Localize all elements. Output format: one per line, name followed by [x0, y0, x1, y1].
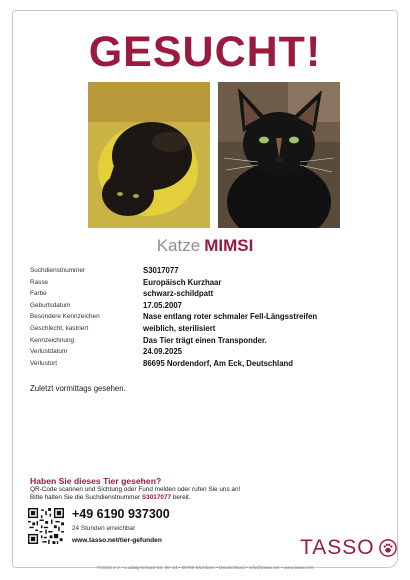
detail-value: 24.09.2025	[143, 347, 183, 357]
detail-value: Nase entlang roter schmaler Fell-Längsstreifen	[143, 312, 318, 322]
cat-photo-right	[218, 82, 340, 228]
animal-species: Katze	[156, 236, 201, 255]
detail-label: Geburtsdatum	[30, 301, 71, 309]
hotline-availability: 24 Stunden erreichbar	[72, 525, 136, 532]
detail-label: Rasse	[30, 278, 49, 286]
report-link[interactable]: www.tasso.net/tier-gefunden	[72, 537, 162, 544]
headline: GESUCHT!	[88, 28, 322, 76]
detail-value: S3017077	[143, 266, 179, 275]
cat-photo-right-image	[218, 82, 340, 228]
contact-line-1: QR-Code scannen und Sichtung oder Fund melden oder rufen Sie uns an!	[30, 486, 241, 493]
detail-value: 17.05.2007	[143, 300, 183, 310]
search-number-reference: S3017077	[141, 494, 172, 501]
sighting-note: Zuletzt vormittags gesehen.	[30, 384, 126, 393]
hotline-phone[interactable]: +49 6190 937300	[72, 507, 170, 521]
detail-label: Kennzeichnung	[30, 336, 75, 344]
contact-line-2-suffix: bereit.	[172, 494, 191, 501]
contact-line-2-prefix: Bitte halten Sie die Suchdienstnummer	[30, 494, 141, 501]
detail-label: Verlustdatum	[30, 348, 68, 356]
animal-title	[0, 236, 410, 256]
contact-title: Haben Sie dieses Tier gesehen?	[30, 476, 162, 486]
footer-address: TASSO e.V. • Ludwig-Erhard-Str. 30–34 • 65760 Eschborn • Deutschland • info@tasso.net • www.tasso.net	[96, 565, 314, 570]
detail-row	[30, 337, 380, 349]
detail-label: Verlustort	[30, 359, 57, 367]
detail-row	[30, 360, 380, 372]
detail-value: 86695 Nordendorf, Am Eck, Deutschland	[143, 358, 294, 368]
cat-photo-left-image	[88, 82, 210, 228]
detail-label: Geschlecht, kastriert	[30, 324, 89, 332]
detail-label: Besondere Kennzeichen	[30, 313, 100, 321]
details-table	[30, 267, 380, 371]
detail-value: schwarz-schildpatt	[143, 289, 214, 299]
detail-label: Suchdienstnummer	[30, 267, 86, 274]
tasso-logo: TASSO	[300, 536, 375, 559]
detail-value: Europäisch Kurzhaar	[143, 277, 222, 287]
cat-photo-left	[88, 82, 210, 228]
detail-row	[30, 290, 380, 302]
qr-code-icon[interactable]	[28, 508, 64, 544]
paw-icon	[379, 539, 397, 557]
animal-name: MIMSI	[204, 236, 254, 255]
contact-block	[30, 476, 360, 502]
detail-value: weiblich, sterilisiert	[143, 323, 216, 333]
detail-label: Farbe	[30, 290, 47, 298]
contact-line-2	[30, 494, 360, 502]
detail-value: Das Tier trägt einen Transponder.	[143, 335, 267, 345]
